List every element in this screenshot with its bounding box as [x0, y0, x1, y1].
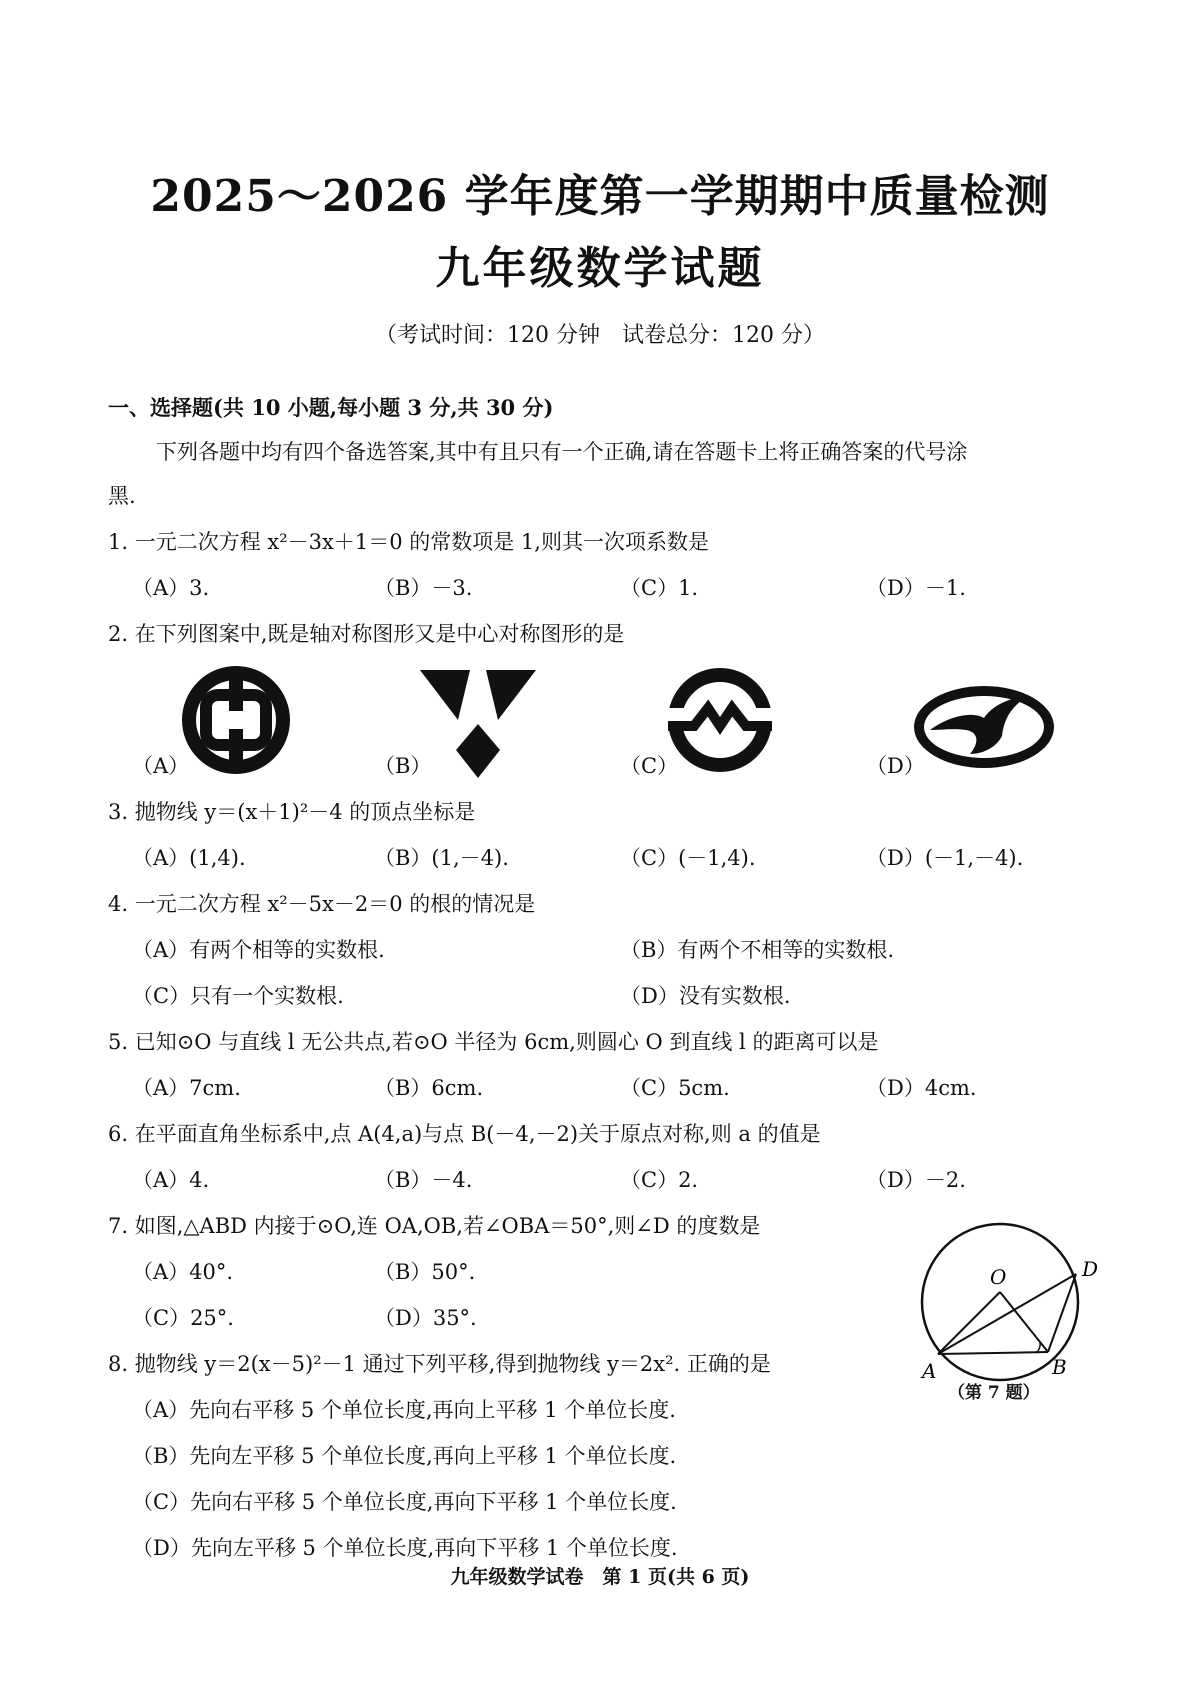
- option-a: （A）先向右平移 5 个单位长度,再向上平移 1 个单位长度.: [132, 1398, 676, 1422]
- option-c: （C）5cm.: [620, 1076, 730, 1100]
- figure-caption: （第 7 题）: [948, 1383, 1040, 1403]
- option-c: （C）只有一个实数根.: [132, 984, 344, 1008]
- bank-logo-icon: [180, 664, 292, 776]
- option-d: （D）没有实数根.: [620, 984, 791, 1008]
- option-d: （D）: [866, 754, 925, 778]
- option-b: （B）－4.: [374, 1168, 473, 1192]
- page-footer: 九年级数学试卷 第 1 页(共 6 页): [450, 1566, 750, 1588]
- q7-circle-figure: [900, 1218, 1120, 1388]
- option-b: （B）先向左平移 5 个单位长度,再向上平移 1 个单位长度.: [132, 1444, 677, 1468]
- question-stem: 5. 已知⊙O 与直线 l 无公共点,若⊙O 半径为 6cm,则圆心 O 到直线 l 的距离可以是: [108, 1030, 879, 1054]
- metro-logo-icon: [664, 664, 776, 776]
- option-c: （C）: [620, 754, 679, 778]
- diamonds-logo-icon: [420, 670, 536, 778]
- option-d: （D）－2.: [866, 1168, 966, 1192]
- option-a: （A）40°.: [132, 1260, 234, 1284]
- section-instruction: 下列各题中均有四个备选答案,其中有且只有一个正确,请在答题卡上将正确答案的代号涂: [156, 440, 968, 464]
- option-c: （C）1.: [620, 576, 699, 600]
- option-c: （C）25°.: [132, 1306, 234, 1330]
- option-c: （C）(－1,4).: [620, 846, 756, 870]
- point-o-label: O: [990, 1265, 1007, 1289]
- page-subtitle: 九年级数学试题: [435, 243, 765, 294]
- question-stem: 8. 抛物线 y＝2(x－5)²－1 通过下列平移,得到抛物线 y＝2x². 正确的是: [108, 1352, 771, 1376]
- section-heading: 一、选择题(共 10 小题,每小题 3 分,共 30 分): [108, 395, 554, 420]
- exam-info: （考试时间：120 分钟 试卷总分：120 分）: [375, 323, 825, 348]
- option-c: （C）先向右平移 5 个单位长度,再向下平移 1 个单位长度.: [132, 1490, 677, 1514]
- question-stem: 6. 在平面直角坐标系中,点 A(4,a)与点 B(－4,－2)关于原点对称,则 a 的值是: [108, 1122, 821, 1146]
- question-stem: 3. 抛物线 y＝(x＋1)²－4 的顶点坐标是: [108, 800, 476, 824]
- option-a: （A）: [132, 754, 190, 778]
- option-d: （D）4cm.: [866, 1076, 977, 1100]
- option-b: （B）6cm.: [374, 1076, 484, 1100]
- option-b: （B）－3.: [374, 576, 473, 600]
- option-d: （D）(－1,－4).: [866, 846, 1024, 870]
- option-b: （B）有两个不相等的实数根.: [620, 938, 895, 962]
- option-d: （D）－1.: [866, 576, 966, 600]
- option-a: （A）4.: [132, 1168, 210, 1192]
- option-a: （A）3.: [132, 576, 210, 600]
- point-b-label: B: [1052, 1355, 1067, 1379]
- option-b: （B）50°.: [374, 1260, 476, 1284]
- option-d: （D）35°.: [374, 1306, 477, 1330]
- section-instruction-cont: 黑.: [108, 484, 136, 508]
- option-a: （A）有两个相等的实数根.: [132, 938, 385, 962]
- option-a: （A）(1,4).: [132, 846, 246, 870]
- question-stem: 7. 如图,△ABD 内接于⊙O,连 OA,OB,若∠OBA＝50°,则∠D 的度数是: [108, 1214, 761, 1238]
- option-a: （A）7cm.: [132, 1076, 241, 1100]
- page-title: 2025～2026 学年度第一学期期中质量检测: [150, 171, 1050, 222]
- question-stem: 1. 一元二次方程 x²－3x＋1＝0 的常数项是 1,则其一次项系数是: [108, 530, 709, 554]
- option-c: （C）2.: [620, 1168, 699, 1192]
- question-stem: 4. 一元二次方程 x²－5x－2＝0 的根的情况是: [108, 892, 536, 916]
- option-d: （D）先向左平移 5 个单位长度,再向下平移 1 个单位长度.: [132, 1536, 678, 1560]
- option-b: （B）(1,－4).: [374, 846, 509, 870]
- point-a-label: A: [922, 1359, 937, 1383]
- car-logo-icon: [912, 684, 1056, 770]
- option-b: （B）: [374, 754, 432, 778]
- point-d-label: D: [1082, 1257, 1099, 1281]
- question-stem: 2. 在下列图案中,既是轴对称图形又是中心对称图形的是: [108, 622, 625, 646]
